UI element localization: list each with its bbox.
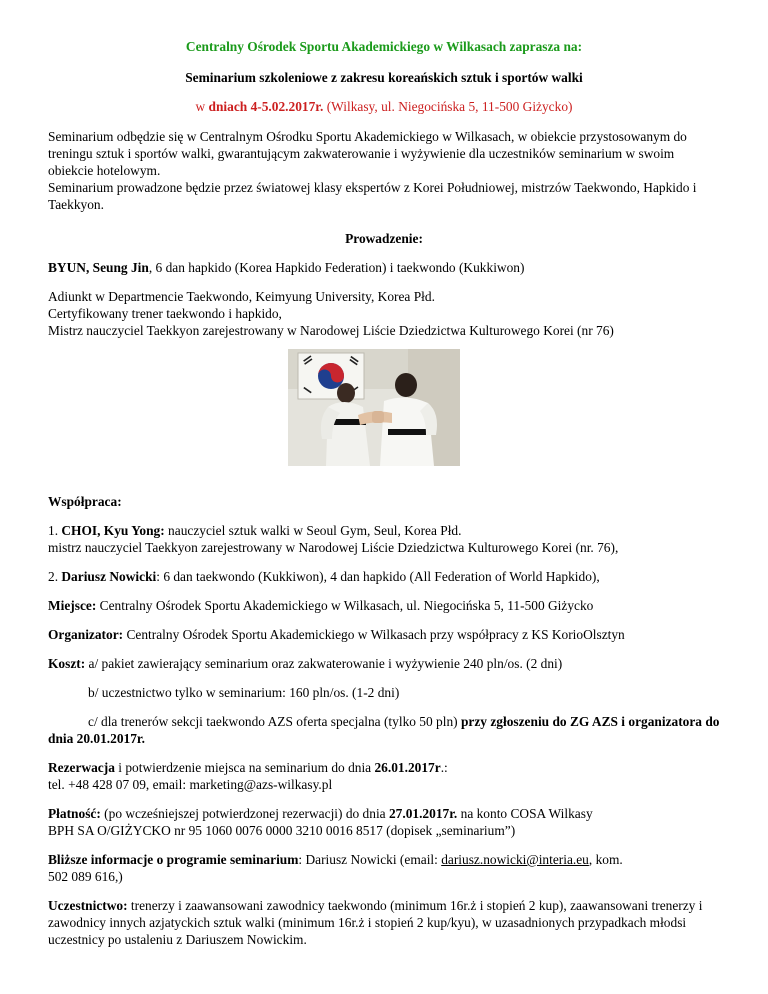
- invite-line: Centralny Ośrodek Sportu Akademickiego w Wilkasach zaprasza na:: [185, 39, 583, 54]
- item1-text: nauczyciel sztuk walki w Seoul Gym, Seul, Korea Płd.: [164, 523, 462, 538]
- organizer-line: [48, 626, 720, 643]
- leader-detail-3: Mistrz nauczyciel Taekkyon zarejestrowany w Narodowej Liście Dziedzictwa Kulturowego Korei (nr 76): [48, 323, 614, 338]
- place-label: Miejsce:: [48, 598, 97, 613]
- intro-paragraph-1: Seminarium odbędzie się w Centralnym Ośrodku Sportu Akademickiego w Wilkasach, w obiekcie przystosowanym do treningu sztuk i sportów walki, gwarantującym zakwaterowanie i wyżywienie dla uczestników seminarium w swoim obiekcie hotelowym.: [48, 129, 687, 178]
- info-email-link[interactable]: dariusz.nowicki@interia.eu: [441, 852, 589, 867]
- item2-text: : 6 dan taekwondo (Kukkiwon), 4 dan hapkido (All Federation of World Hapkido),: [156, 569, 600, 584]
- cooperation-heading: Współpraca:: [48, 494, 122, 509]
- payment-label: Płatność:: [48, 806, 101, 821]
- payment-date: 27.01.2017r.: [388, 806, 458, 821]
- item1-name: CHOI, Kyu Yong:: [61, 523, 165, 538]
- leader-detail-1: Adiunkt w Departmencie Taekwondo, Keimyung University, Korea Płd.: [48, 289, 435, 304]
- martial-arts-photo-illustration: [288, 349, 460, 466]
- cost-c-bold: przy zgłoszeniu do ZG AZS i organizatora do dnia 20.01.2017r.: [48, 714, 720, 746]
- organizer-text: Centralny Ośrodek Sportu Akademickiego w Wilkasach przy współpracy z KS KorioOlsztyn: [123, 627, 625, 642]
- info-text2: , kom.: [588, 852, 623, 867]
- payment-text2: na konto COSA Wilkasy: [457, 806, 593, 821]
- place-line: [48, 597, 720, 614]
- item1-number: 1.: [48, 523, 62, 538]
- intro-paragraph-2: Seminarium prowadzone będzie przez światowej klasy ekspertów z Korei Południowej, mistrzów Taekwondo, Hapkido i Taekkyon.: [48, 180, 697, 212]
- date-place: (Wilkasy, ul. Niegocińska 5, 11-500 Giżycko): [323, 99, 573, 114]
- date-line: [48, 98, 720, 115]
- payment-text: (po wcześniejszej potwierdzonej rezerwacji) do dnia: [100, 806, 389, 821]
- cooperation-item-2: [48, 568, 720, 585]
- seminar-title: Seminarium szkoleniowe z zakresu koreańskich sztuk i sportów walki: [185, 70, 583, 85]
- date-prefix: w: [195, 99, 209, 114]
- cost-label: Koszt:: [48, 656, 86, 671]
- leader-detail-2: Certyfikowany trener taekwondo i hapkido,: [48, 306, 282, 321]
- date-bold: dniach 4-5.02.2017r.: [208, 99, 324, 114]
- item2-name: Dariusz Nowicki: [61, 569, 157, 584]
- participants-text: trenerzy i zaawansowani zawodnicy taekwondo (minimum 16r.ż i stopień 2 kup), zaawansowani trenerzy i zawodnicy innych azjatyckich sztuk walki (minimum 16r.ż i stopień 2 kup/kyu), w uzasadnionych przypadkach młodsi uczestnicy po ustaleniu z Dariuszem Nowickim.: [48, 898, 703, 947]
- cost-line-c: [48, 713, 720, 747]
- reservation-date: 26.01.2017r: [374, 760, 441, 775]
- payment-line: [48, 805, 720, 822]
- martial-arts-photo: [288, 349, 460, 466]
- info-line: [48, 851, 720, 868]
- info-label: Bliższe informacje o programie seminarium: [48, 852, 299, 867]
- reservation-label: Rezerwacja: [48, 760, 115, 775]
- leader-rank: , 6 dan hapkido (Korea Hapkido Federation) i taekwondo (Kukkiwon): [148, 260, 525, 275]
- place-text: Centralny Ośrodek Sportu Akademickiego w Wilkasach, ul. Niegocińska 5, 11-500 Giżycko: [96, 598, 594, 613]
- reservation-contact: tel. +48 428 07 09, email: marketing@azs-wilkasy.pl: [48, 777, 333, 792]
- reservation-line: [48, 759, 720, 776]
- cost-c-text: c/ dla trenerów sekcji taekwondo AZS oferta specjalna (tylko 50 pln): [88, 714, 461, 729]
- cost-a: a/ pakiet zawierający seminarium oraz zakwaterowanie i wyżywienie 240 pln/os. (2 dni): [85, 656, 563, 671]
- info-text: : Dariusz Nowicki (email:: [298, 852, 442, 867]
- cooperation-item-1: [48, 522, 720, 539]
- payment-account: BPH SA O/GIŻYCKO nr 95 1060 0076 0000 3210 0016 8517 (dopisek „seminarium”): [48, 823, 516, 838]
- leading-heading: Prowadzenie:: [345, 231, 423, 246]
- item2-number: 2.: [48, 569, 62, 584]
- info-phone: 502 089 616,): [48, 869, 123, 884]
- participants-label: Uczestnictwo:: [48, 898, 128, 913]
- participants-paragraph: [48, 897, 720, 948]
- leader-line: [48, 259, 720, 276]
- cost-line-b: b/ uczestnictwo tylko w seminarium: 160 pln/os. (1-2 dni): [88, 685, 400, 700]
- reservation-end: .:: [440, 760, 448, 775]
- reservation-text: i potwierdzenie miejsca na seminarium do dnia: [114, 760, 375, 775]
- cooperation-item-1-line2: mistrz nauczyciel Taekkyon zarejestrowany w Narodowej Liście Dziedzictwa Kulturowego Korei (nr. 76),: [48, 540, 619, 555]
- cost-line-a: [48, 655, 720, 672]
- leader-name: BYUN, Seung Jin: [48, 260, 149, 275]
- organizer-label: Organizator:: [48, 627, 124, 642]
